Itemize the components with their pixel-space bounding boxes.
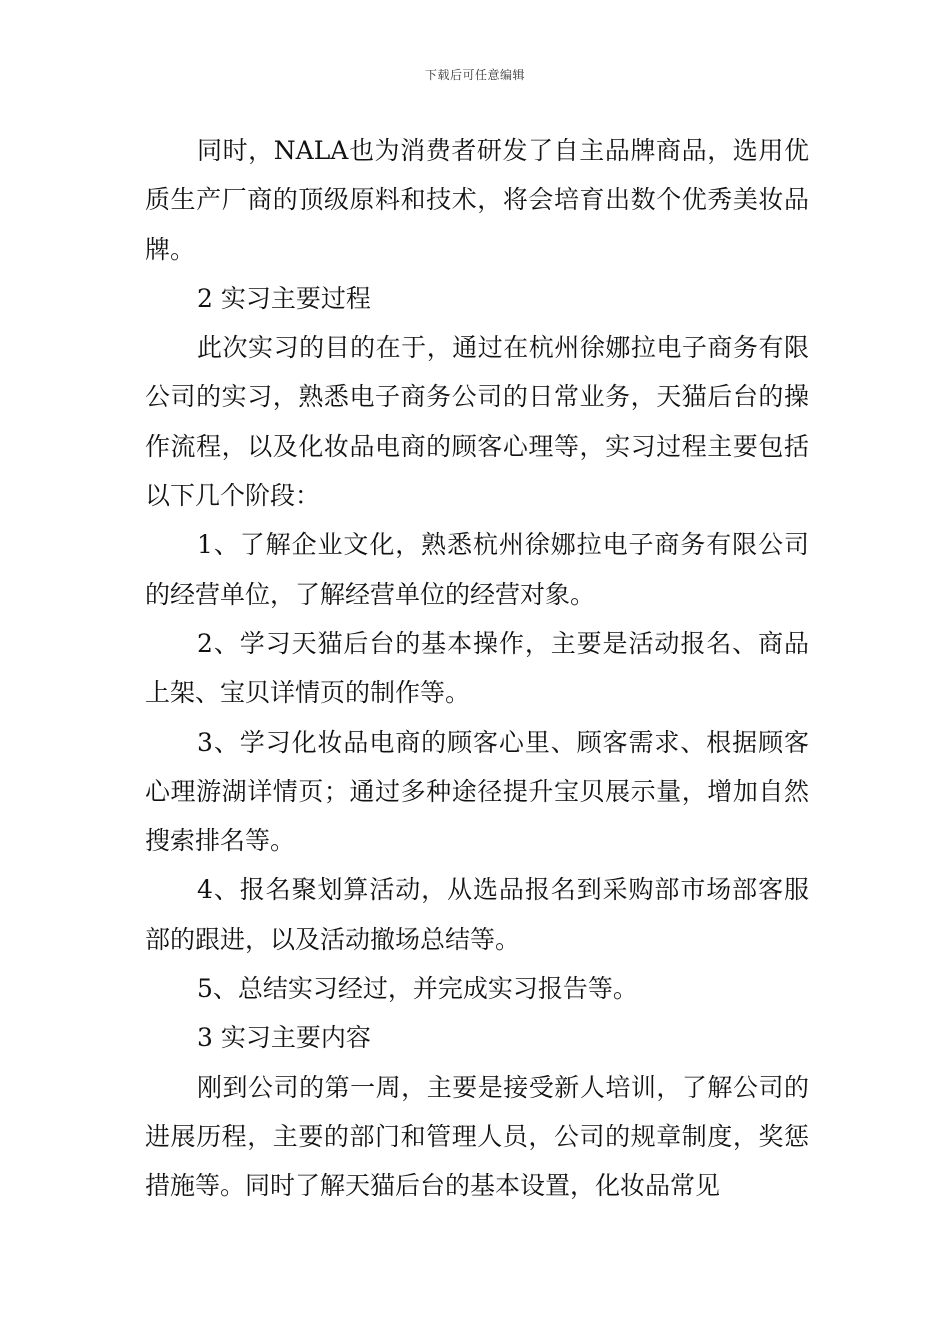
section-heading-3: 3 实习主要内容: [197, 1023, 371, 1053]
list-item-5: 5、总结实习经过，并完成实习报告等。: [197, 974, 638, 1004]
paragraph-first-week: 刚到公司的第一周，主要是接受新人培训，了解公司的进展历程，主要的部门和管理人员，公司的规章制度，奖惩措施等。同时了解天猫后台的基本设置，化妆品常见: [145, 1072, 809, 1201]
list-item-1: 1、了解企业文化，熟悉杭州徐娜拉电子商务有限公司的经营单位，了解经营单位的经营对象。: [145, 530, 809, 609]
paragraph-purpose: 此次实习的目的在于，通过在杭州徐娜拉电子商务有限公司的实习，熟悉电子商务公司的日常业务，天猫后台的操作流程，以及化妆品电商的顾客心理等，实习过程主要包括以下几个阶段：: [145, 333, 809, 511]
paragraph-intro: 同时，NALA也为消费者研发了自主品牌商品，选用优质生产厂商的顶级原料和技术，将会培育出数个优秀美妆品牌。: [145, 136, 809, 264]
document-body: [145, 126, 809, 1211]
page-header: 下载后可任意编辑: [424, 68, 525, 82]
list-item-4: 4、报名聚划算活动，从选品报名到采购部市场部客服部的跟进，以及活动撤场总结等。: [145, 875, 809, 954]
list-item-2: 2、学习天猫后台的基本操作，主要是活动报名、商品上架、宝贝详情页的制作等。: [145, 628, 809, 708]
list-item-3: 3、学习化妆品电商的顾客心里、顾客需求、根据顾客心理游湖详情页；通过多种途径提升宝贝展示量，增加自然搜索排名等。: [145, 727, 809, 856]
section-heading-2: 2 实习主要过程: [197, 283, 371, 313]
